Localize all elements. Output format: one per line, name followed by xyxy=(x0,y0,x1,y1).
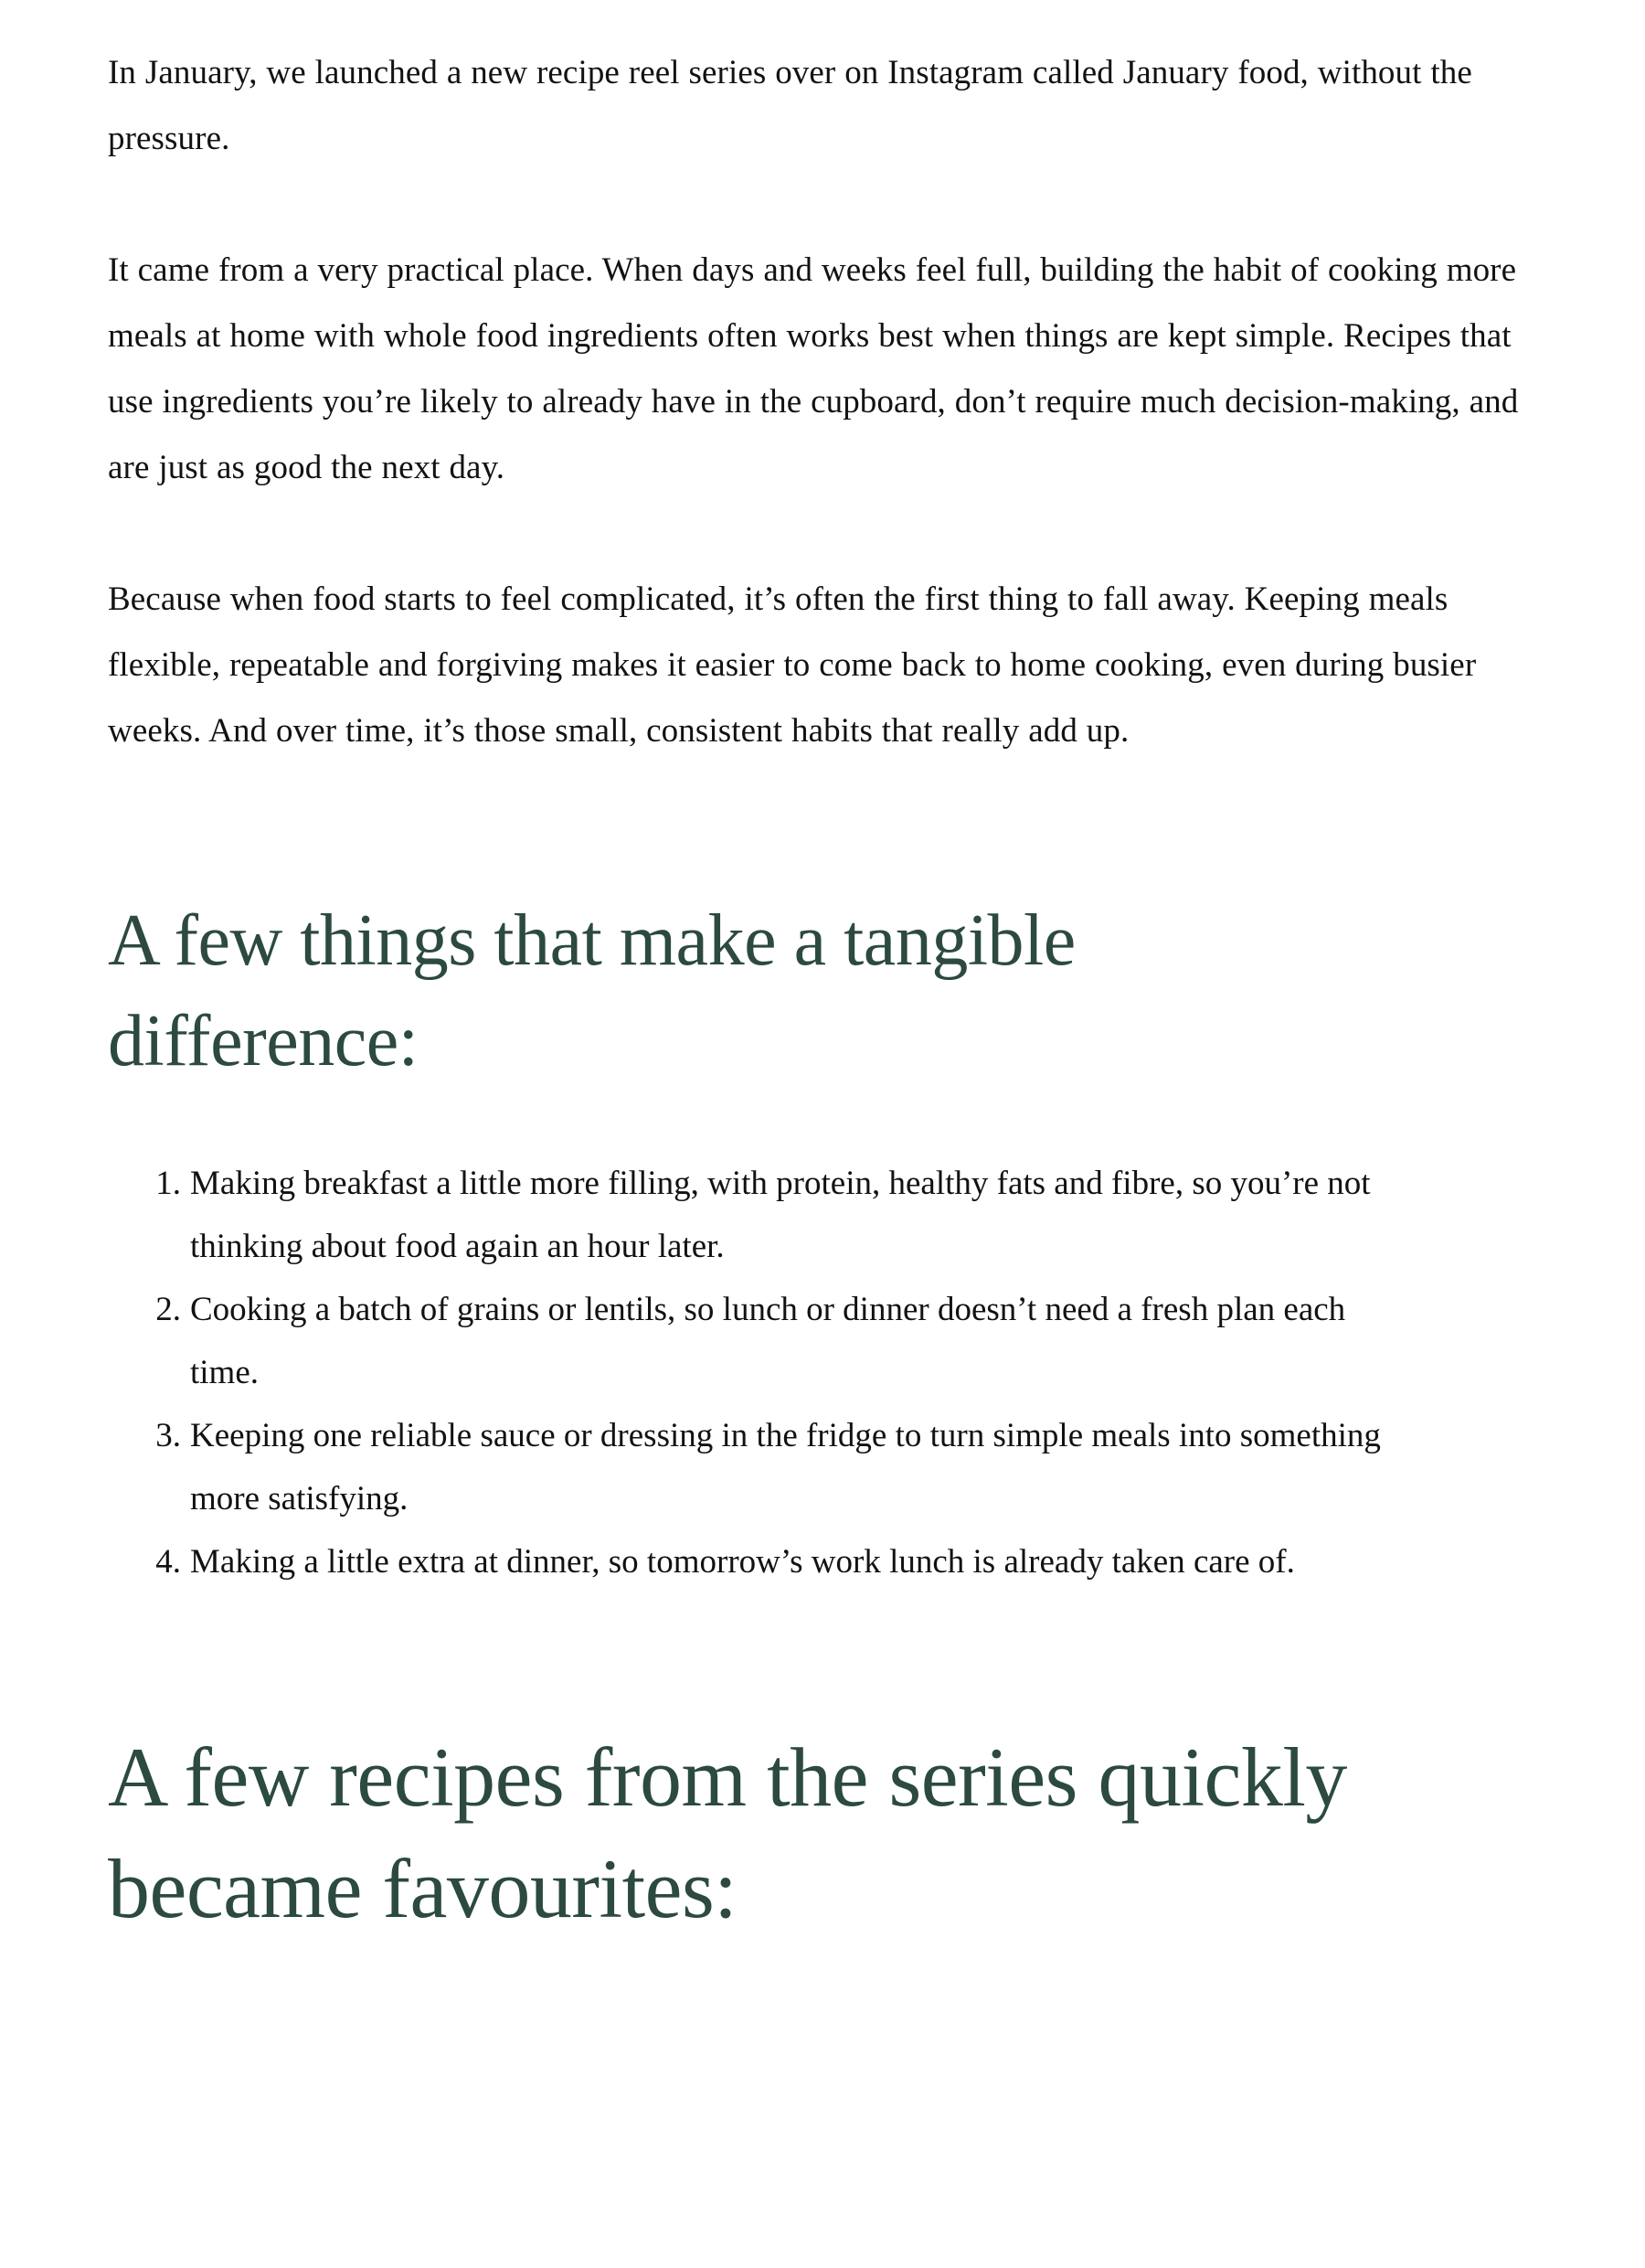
article-content xyxy=(108,0,1534,1944)
top-spacer xyxy=(108,0,1534,40)
intro-paragraph: In January, we launched a new recipe reel series over on Instagram called January food, without the pressure. xyxy=(108,54,1472,157)
list-item xyxy=(133,1278,1396,1404)
list-item-number: 3. xyxy=(155,1417,181,1454)
list-item xyxy=(133,1530,1396,1593)
paragraph-gap-1 xyxy=(108,172,1534,238)
list-item-text: Cooking a batch of grains or lentils, so lunch or dinner doesn’t need a fresh plan each time. xyxy=(190,1291,1346,1391)
heading-gap-1 xyxy=(108,764,1534,890)
heading-gap-2 xyxy=(108,1593,1534,1721)
paragraph-gap-2 xyxy=(108,501,1534,567)
list-item-text: Keeping one reliable sauce or dressing in the fridge to turn simple meals into something more satisfying. xyxy=(190,1417,1381,1517)
list-item xyxy=(133,1152,1396,1278)
list-item-text: Making breakfast a little more filling, with protein, healthy fats and fibre, so you’re not thinking about food again an hour later. xyxy=(190,1165,1371,1265)
tangible-difference-heading: A few things that make a tangible difference: xyxy=(108,900,1076,1081)
tangible-difference-list xyxy=(108,1152,1534,1593)
list-gap-1 xyxy=(108,1091,1534,1152)
list-item-text: Making a little extra at dinner, so tomorrow’s work lunch is already taken care of. xyxy=(190,1543,1295,1581)
complicated-food-paragraph: Because when food starts to feel complicated, it’s often the first thing to fall away. Keeping meals flexible, repeatable and forgiving makes it easier to come back to home cooking, even during busier weeks. And over time, it’s those small, consistent habits that really add up. xyxy=(108,580,1477,750)
list-item-number: 4. xyxy=(155,1543,181,1581)
list-item-number: 2. xyxy=(155,1291,181,1328)
favourite-recipes-heading: A few recipes from the series quickly became favourites: xyxy=(108,1730,1347,1935)
practical-place-paragraph: It came from a very practical place. When days and weeks feel full, building the habit of cooking more meals at home with whole food ingredients often works best when things are kept simple. Recipes that use ingredients you’re likely to already have in the cupboard, don’t require much decision-making, and are just as good the next day. xyxy=(108,251,1519,486)
list-item xyxy=(133,1404,1396,1530)
list-item-number: 1. xyxy=(155,1165,181,1202)
